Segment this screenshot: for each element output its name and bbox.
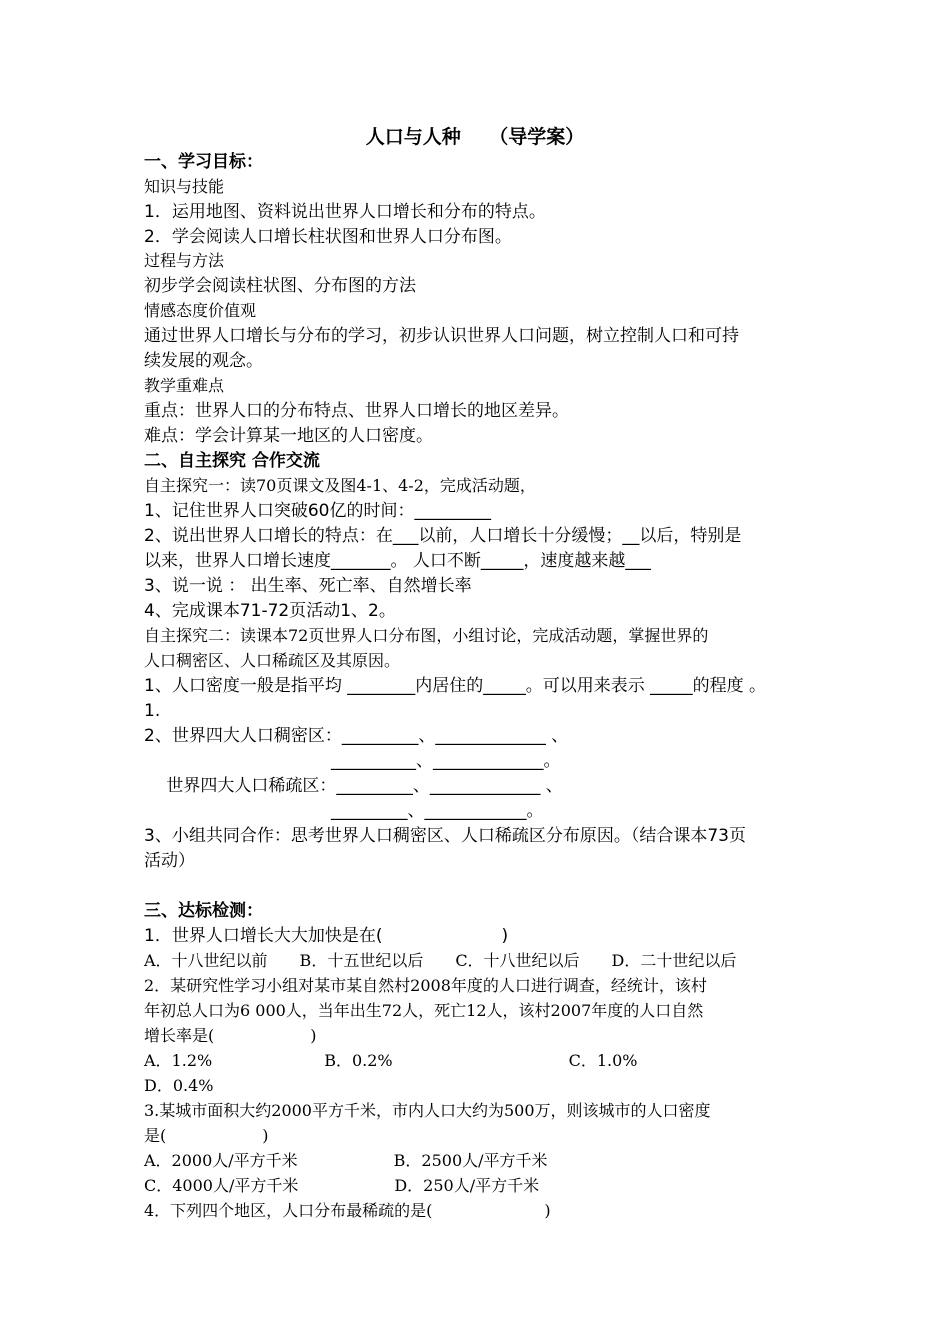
inquiry-two-q3-line-2: 活动） [144, 851, 195, 871]
subheading-knowledge-skills: 知识与技能 [144, 177, 225, 196]
values-text-line-1: 通过世界人口增长与分布的学习，初步认识世界人口问题，树立控制人口和可持 [144, 326, 739, 346]
subheading-process-method: 过程与方法 [144, 251, 225, 270]
section-heading-learning-goals: 一、学习目标： [144, 152, 263, 172]
assessment-q3-line-2: 是( ) [144, 1126, 269, 1145]
assessment-q2-options-abc: A．1.2% B．0.2% C．1.0% [144, 1051, 638, 1070]
inquiry-one-q2-line-2: 以来，世界人口增长速度_______。 人口不断_____，速度越来越___ [144, 551, 651, 571]
assessment-q2-line-3: 增长率是( ) [144, 1026, 317, 1045]
inquiry-two-q2-sparse-line-2: _________、____________。 [144, 801, 544, 821]
section-heading-inquiry: 二、自主探究 合作交流 [144, 451, 320, 471]
assessment-q2-line-2: 年初总人口为6 000人，当年出生72人，死亡12人，该村2007年度的人口自然 [144, 1001, 704, 1020]
inquiry-one-q1: 1、记住世界人口突破60亿的时间：_________ [144, 501, 491, 521]
inquiry-two-q3-line-1: 3、小组共同合作：思考世界人口稠密区、人口稀疏区分布原因。（结合课本73页 [144, 826, 746, 846]
values-text-line-2: 续发展的观念。 [144, 351, 263, 371]
subheading-values: 情感态度价值观 [144, 301, 257, 320]
assessment-q4: 4．下列四个地区，人口分布最稀疏的是( ) [144, 1201, 551, 1220]
inquiry-two-q2-sparse-line-1: 世界四大人口稀疏区：_________、_____________ 、 [144, 776, 563, 796]
inquiry-two-intro-line-1: 自主探究二：读课本72页世界人口分布图，小组讨论，完成活动题，掌握世界的 [144, 626, 709, 645]
assessment-q3-line-1: 3.某城市面积大约2000平方千米，市内人口大约为500万，则该城市的人口密度 [144, 1101, 711, 1120]
key-point-text: 重点：世界人口的分布特点、世界人口增长的地区差异。 [144, 401, 569, 421]
goal-item-2: 2．学会阅读人口增长柱状图和世界人口分布图。 [144, 227, 512, 247]
inquiry-one-intro: 自主探究一：读70页课文及图4-1、4-2，完成活动题， [144, 476, 536, 495]
process-text: 初步学会阅读柱状图、分布图的方法 [144, 276, 416, 296]
goal-item-1: 1．运用地图、资料说出世界人口增长和分布的特点。 [144, 202, 546, 222]
assessment-q2-line-1: 2．某研究性学习小组对某市某自然村2008年度的人口进行调查，经统计，该村 [144, 976, 707, 995]
assessment-q1: 1．世界人口增长大大加快是在( ) [144, 926, 509, 946]
difficulty-text: 难点：学会计算某一地区的人口密度。 [144, 426, 433, 446]
inquiry-two-intro-line-2: 人口稠密区、人口稀疏区及其原因。 [144, 651, 401, 670]
inquiry-two-q1: 1、人口密度一般是指平均 ________内居住的_____。可以用来表示 _____的程度 。 [144, 676, 767, 696]
inquiry-two-q1-cont: 1. [144, 701, 161, 721]
inquiry-two-q2-dense-line-1: 2、世界四大人口稠密区：_________、_____________ 、 [144, 726, 569, 746]
assessment-q2-option-d: D．0.4% [144, 1076, 214, 1095]
assessment-q3-options-ab: A．2000人/平方千米 B．2500人/平方千米 [144, 1151, 548, 1170]
document-title: 人口与人种 （导学案） [365, 126, 585, 148]
inquiry-one-q4: 4、完成课本71-72页活动1、2。 [144, 601, 396, 621]
assessment-q3-options-cd: C．4000人/平方千米 D．250人/平方千米 [144, 1176, 540, 1195]
inquiry-one-q2-line-1: 2、说出世界人口增长的特点：在___以前，人口增长十分缓慢；__以后，特别是 [144, 526, 742, 546]
assessment-q1-options: A．十八世纪以前 B．十五世纪以后 C．十八世纪以后 D．二十世纪以后 [144, 951, 737, 970]
section-heading-assessment: 三、达标检测： [144, 901, 263, 921]
inquiry-two-q2-dense-line-2: __________、_____________。 [144, 751, 561, 771]
inquiry-one-q3: 3、说一说 ： 出生率、死亡率、自然增长率 [144, 576, 472, 596]
subheading-key-points: 教学重难点 [144, 376, 225, 395]
